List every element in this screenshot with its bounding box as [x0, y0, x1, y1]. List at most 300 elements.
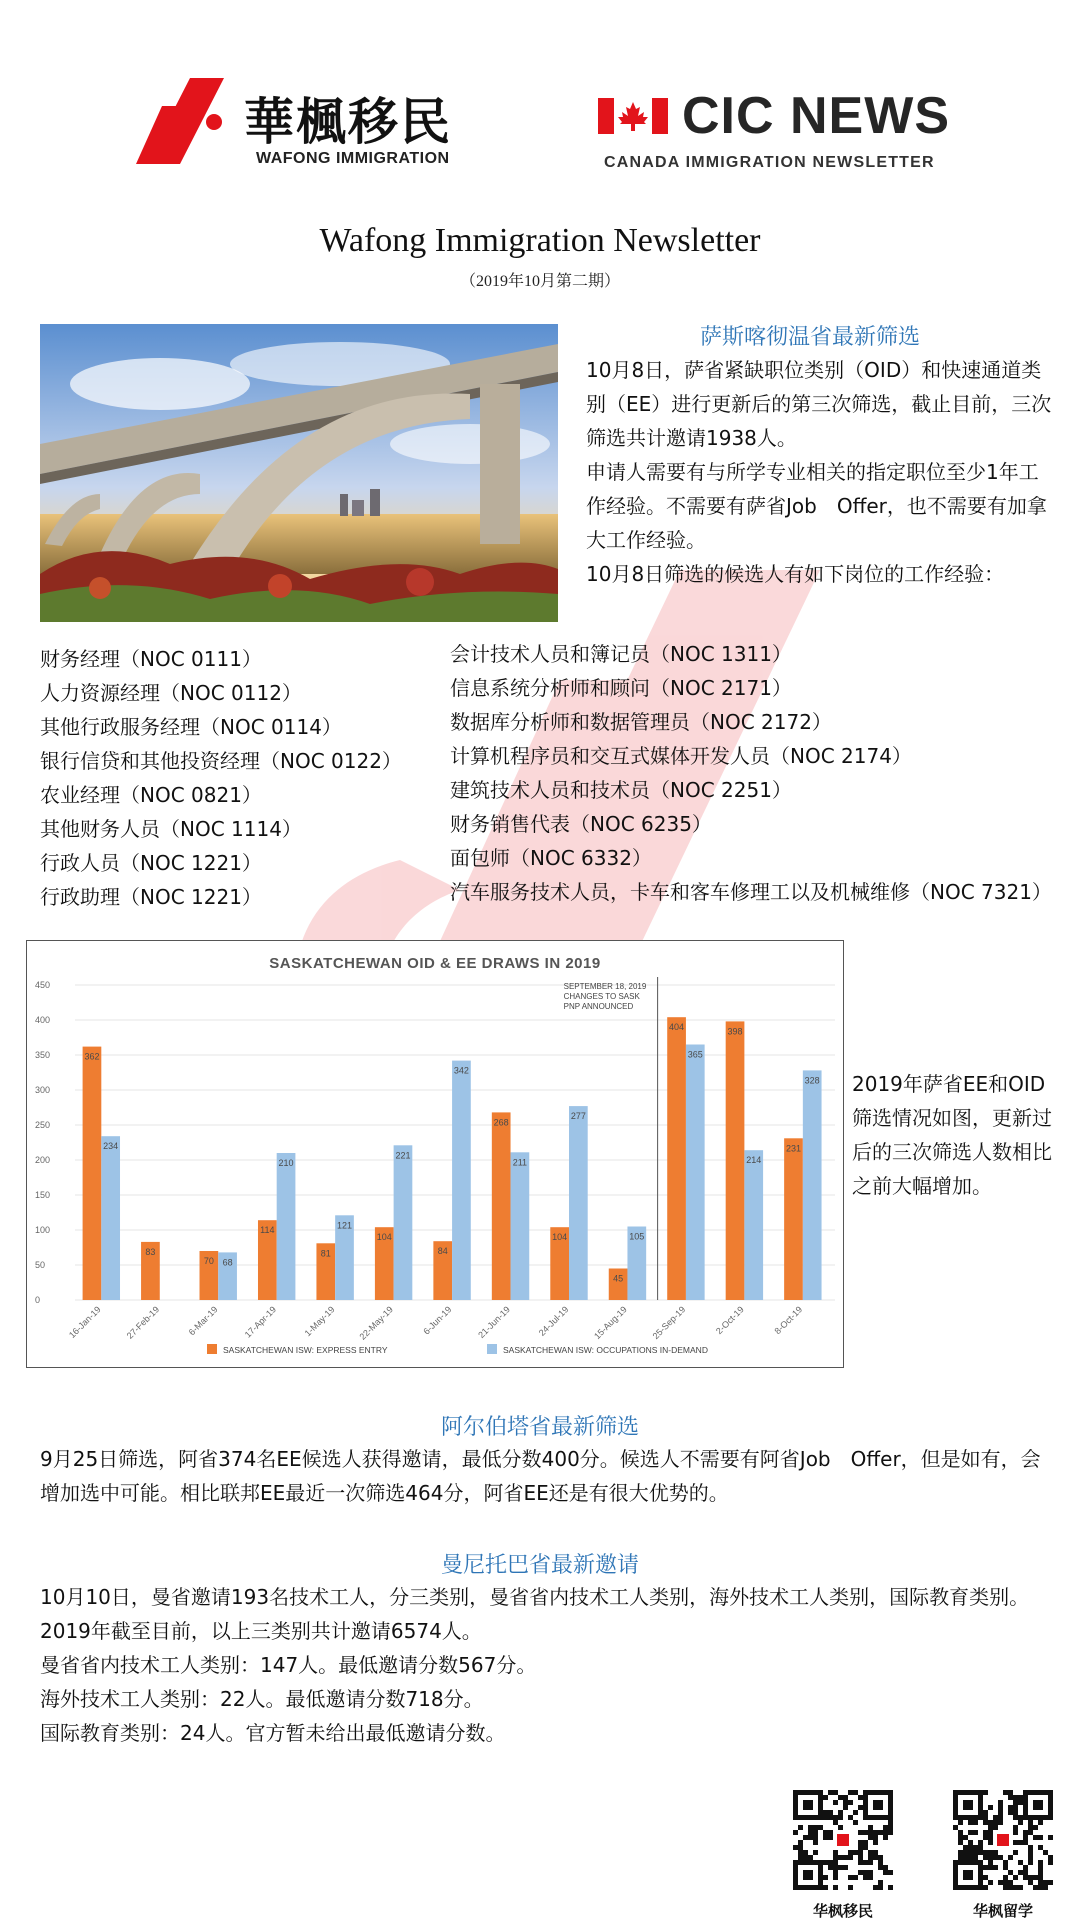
- qr-module: [1033, 1835, 1038, 1840]
- qr-module: [863, 1830, 868, 1835]
- qr-module: [1028, 1850, 1033, 1855]
- qr-module: [833, 1860, 838, 1865]
- qr-module: [983, 1815, 988, 1820]
- qr-module: [968, 1855, 973, 1860]
- qr-module: [1023, 1830, 1028, 1835]
- qr-module: [1028, 1880, 1033, 1885]
- qr-module: [988, 1825, 993, 1830]
- qr-module: [988, 1835, 993, 1840]
- chart-bar: [726, 1021, 745, 1300]
- qr-module: [838, 1795, 843, 1800]
- qr-module: [883, 1870, 888, 1875]
- x-tick-label: 21-Jun-19: [476, 1304, 512, 1341]
- job-item: 财务经理（NOC 0111）: [40, 647, 262, 671]
- bar-value-label: 84: [437, 1246, 448, 1257]
- qr-module: [823, 1810, 828, 1815]
- manitoba-paragraph-1: 10月10日，曼省邀请193名技术工人，分三类别，曼省省内技术工人类别，海外技术工人类别，国际教育类别。2019年截至目前，以上三类别共计邀请6574人。: [40, 1585, 1030, 1643]
- saskatchewan-paragraph-1: 10月8日，萨省紧缺职位类别（OID）和快速通道类别（EE）进行更新后的第三次筛选，截止目前，三次筛选共计邀请1938人。: [586, 358, 1052, 450]
- qr-module: [1018, 1885, 1023, 1890]
- qr-module: [1023, 1875, 1028, 1880]
- qr-module: [843, 1855, 848, 1860]
- qr-module: [873, 1855, 878, 1860]
- qr-module: [813, 1840, 818, 1845]
- job-item: 行政助理（NOC 1221）: [40, 885, 262, 909]
- qr-module: [1008, 1810, 1013, 1815]
- chart-bar: [101, 1136, 120, 1300]
- bar-value-label: 221: [395, 1150, 411, 1161]
- bar-value-label: 404: [669, 1022, 685, 1033]
- qr-module: [868, 1875, 873, 1880]
- saskatchewan-body: [586, 353, 1052, 591]
- qr-module: [998, 1820, 1003, 1825]
- qr-module: [858, 1855, 863, 1860]
- qr-module: [978, 1840, 983, 1845]
- qr-module: [978, 1845, 983, 1850]
- qr-module: [823, 1885, 828, 1890]
- qr-module: [998, 1800, 1003, 1805]
- qr-module: [883, 1830, 888, 1835]
- qr-module: [1028, 1830, 1033, 1835]
- qr-module: [823, 1795, 828, 1800]
- qr-module: [858, 1830, 863, 1835]
- qr-module: [813, 1835, 818, 1840]
- bar-value-label: 277: [570, 1111, 586, 1122]
- qr-module: [843, 1800, 848, 1805]
- bar-value-label: 68: [222, 1257, 233, 1268]
- qr-right-label: 华枫留学: [972, 1902, 1033, 1920]
- qr-module: [993, 1850, 998, 1855]
- qr-module: [1043, 1850, 1048, 1855]
- qr-module: [968, 1830, 973, 1835]
- qr-module: [818, 1825, 823, 1830]
- chart-bar: [686, 1045, 705, 1301]
- qr-module: [848, 1815, 853, 1820]
- job-list-left: [40, 642, 402, 914]
- qr-finder: [803, 1800, 813, 1810]
- newsletter-title: Wafong Immigration Newsletter: [319, 222, 761, 259]
- qr-module: [1018, 1870, 1023, 1875]
- qr-module: [833, 1885, 838, 1890]
- chart-bar: [569, 1106, 588, 1300]
- qr-module: [1003, 1880, 1008, 1885]
- qr-module: [1023, 1870, 1028, 1875]
- qr-module: [988, 1820, 993, 1825]
- job-item: 银行信贷和其他投资经理（NOC 0122）: [40, 749, 402, 773]
- qr-module: [798, 1840, 803, 1845]
- qr-module: [873, 1885, 878, 1890]
- qr-module: [848, 1875, 853, 1880]
- qr-module: [838, 1865, 843, 1870]
- qr-module: [803, 1855, 808, 1860]
- qr-module: [848, 1790, 853, 1795]
- legend-label: SASKATCHEWAN ISW: OCCUPATIONS IN-DEMAND: [503, 1345, 708, 1355]
- qr-module: [803, 1850, 808, 1855]
- qr-module: [1013, 1875, 1018, 1880]
- qr-module: [1013, 1810, 1018, 1815]
- qr-module: [1013, 1850, 1018, 1855]
- qr-module: [838, 1825, 843, 1830]
- qr-module: [888, 1825, 893, 1830]
- qr-module: [828, 1815, 833, 1820]
- qr-module: [1038, 1820, 1043, 1825]
- qr-module: [1008, 1880, 1013, 1885]
- cic-news-logo: [598, 86, 958, 181]
- chart-bar: [452, 1061, 471, 1300]
- bar-value-label: 104: [552, 1232, 568, 1243]
- qr-module: [1038, 1870, 1043, 1875]
- qr-module: [983, 1835, 988, 1840]
- bar-value-label: 211: [512, 1157, 528, 1168]
- qr-module: [988, 1830, 993, 1835]
- saskatchewan-paragraph-2: 申请人需要有与所学专业相关的指定职位至少1年工作经验。不需要有萨省Job Offer，也不需要有加拿大工作经验。: [586, 460, 1047, 552]
- qr-module: [983, 1830, 988, 1835]
- qr-module: [1018, 1815, 1023, 1820]
- bridge-photo: [40, 324, 558, 622]
- qr-module: [823, 1830, 828, 1835]
- chart-bar: [667, 1017, 686, 1300]
- qr-module: [798, 1855, 803, 1860]
- y-tick-label: 0: [35, 1295, 41, 1305]
- qr-module: [1028, 1845, 1033, 1850]
- x-tick-label: 16-Jan-19: [66, 1304, 103, 1341]
- x-tick-label: 6-Jun-19: [421, 1304, 454, 1337]
- qr-module: [998, 1810, 1003, 1815]
- alberta-heading: 阿尔伯塔省最新筛选: [440, 1415, 639, 1440]
- qr-center-logo: [997, 1834, 1009, 1846]
- qr-module: [993, 1815, 998, 1820]
- chart-note: 2019年萨省EE和OID筛选情况如图，更新过后的三次筛选人数相比之前大幅增加。: [852, 1072, 1052, 1198]
- alberta-paragraph: 9月25日筛选，阿省374名EE候选人获得邀请，最低分数400分。候选人不需要有阿省Job Offer，但是如有，会增加选中可能。相比联邦EE最近一次筛选464分，阿省EE还是有很大优势的。: [40, 1447, 1041, 1505]
- qr-module: [808, 1855, 813, 1860]
- qr-module: [968, 1820, 973, 1825]
- saskatchewan-heading: 萨斯喀彻温省最新筛选: [699, 325, 920, 350]
- qr-module: [1018, 1860, 1023, 1865]
- qr-module: [978, 1850, 983, 1855]
- x-tick-label: 27-Feb-19: [124, 1304, 162, 1341]
- wafong-logo-english: WAFONG IMMIGRATION: [256, 150, 450, 167]
- qr-module: [833, 1855, 838, 1860]
- qr-finder: [963, 1870, 973, 1880]
- qr-module: [1013, 1825, 1018, 1830]
- qr-module: [1028, 1825, 1033, 1830]
- qr-module: [808, 1830, 813, 1835]
- x-tick-label: 24-Jul-19: [536, 1304, 571, 1338]
- qr-module: [843, 1795, 848, 1800]
- qr-module: [1003, 1860, 1008, 1865]
- manitoba-paragraph-3: 海外技术工人类别：22人。最低邀请分数718分。: [40, 1687, 484, 1711]
- chart-bar: [83, 1047, 102, 1300]
- qr-module: [1048, 1860, 1053, 1865]
- qr-module: [998, 1815, 1003, 1820]
- qr-module: [813, 1850, 818, 1855]
- qr-module: [998, 1805, 1003, 1810]
- qr-module: [1038, 1880, 1043, 1885]
- qr-module: [878, 1865, 883, 1870]
- qr-module: [798, 1850, 803, 1855]
- bar-value-label: 81: [320, 1248, 331, 1259]
- qr-module: [878, 1855, 883, 1860]
- qr-code-icon: [953, 1790, 1053, 1890]
- job-list-right: [450, 637, 1060, 909]
- bar-value-label: 104: [376, 1232, 392, 1243]
- qr-module: [1038, 1860, 1043, 1865]
- qr-module: [813, 1830, 818, 1835]
- qr-module: [793, 1845, 798, 1850]
- qr-module: [963, 1855, 968, 1860]
- qr-module: [868, 1825, 873, 1830]
- qr-module: [998, 1855, 1003, 1860]
- qr-wafong-study: [948, 1790, 1058, 1921]
- job-item: 面包师（NOC 6332）: [450, 846, 652, 870]
- qr-module: [858, 1845, 863, 1850]
- bar-value-label: 121: [336, 1220, 353, 1231]
- y-tick-label: 200: [35, 1155, 51, 1165]
- qr-module: [958, 1850, 963, 1855]
- y-tick-label: 350: [35, 1050, 51, 1060]
- qr-module: [873, 1830, 878, 1835]
- qr-module: [988, 1880, 993, 1885]
- qr-module: [1048, 1855, 1053, 1860]
- qr-module: [1033, 1875, 1038, 1880]
- bar-value-label: 45: [613, 1273, 624, 1284]
- qr-module: [858, 1840, 863, 1845]
- saskatchewan-paragraph-3: 10月8日筛选的候选人有如下岗位的工作经验：: [586, 562, 1005, 586]
- qr-wafong-immigration: [788, 1790, 898, 1921]
- qr-module: [808, 1825, 813, 1830]
- qr-module: [828, 1810, 833, 1815]
- chart-svg: [27, 941, 843, 1367]
- y-tick-label: 100: [35, 1225, 51, 1235]
- qr-module: [988, 1855, 993, 1860]
- qr-module: [823, 1815, 828, 1820]
- bar-value-label: 210: [278, 1158, 294, 1168]
- qr-module: [958, 1840, 963, 1845]
- qr-module: [828, 1865, 833, 1870]
- qr-module: [863, 1875, 868, 1880]
- qr-module: [843, 1865, 848, 1870]
- qr-module: [1038, 1845, 1043, 1850]
- qr-module: [823, 1875, 828, 1880]
- qr-module: [958, 1835, 963, 1840]
- qr-module: [1008, 1855, 1013, 1860]
- qr-module: [878, 1860, 883, 1865]
- qr-module: [1018, 1795, 1023, 1800]
- y-tick-label: 150: [35, 1190, 51, 1200]
- qr-module: [828, 1860, 833, 1865]
- qr-finder: [873, 1800, 883, 1810]
- qr-module: [863, 1860, 868, 1865]
- qr-module: [1033, 1885, 1038, 1890]
- qr-module: [1038, 1885, 1043, 1890]
- x-tick-label: 25-Sep-19: [650, 1304, 688, 1342]
- qr-module: [873, 1840, 878, 1845]
- qr-module: [838, 1815, 843, 1820]
- x-tick-label: 17-Apr-19: [242, 1304, 279, 1340]
- chart-bar: [803, 1070, 822, 1300]
- qr-module: [1013, 1800, 1018, 1805]
- bar-value-label: 398: [727, 1026, 743, 1037]
- qr-module: [848, 1800, 853, 1805]
- qr-module: [968, 1850, 973, 1855]
- qr-module: [823, 1860, 828, 1865]
- bar-value-label: 234: [103, 1141, 119, 1152]
- job-item: 财务销售代表（NOC 6235）: [450, 812, 712, 836]
- qr-module: [823, 1835, 828, 1840]
- legend-swatch: [207, 1344, 217, 1354]
- qr-module: [868, 1855, 873, 1860]
- qr-module: [1028, 1875, 1033, 1880]
- qr-module: [1038, 1835, 1043, 1840]
- canada-flag-icon: [598, 98, 668, 134]
- qr-module: [848, 1855, 853, 1860]
- qr-module: [1038, 1865, 1043, 1870]
- cic-news-subtitle: CANADA IMMIGRATION NEWSLETTER: [604, 154, 935, 171]
- qr-module: [1003, 1875, 1008, 1880]
- job-item: 会计技术人员和簿记员（NOC 1311）: [450, 642, 792, 666]
- qr-module: [1008, 1790, 1013, 1795]
- qr-module: [863, 1845, 868, 1850]
- qr-module: [858, 1850, 863, 1855]
- qr-module: [883, 1865, 888, 1870]
- bar-value-label: 214: [746, 1155, 762, 1166]
- bar-value-label: 328: [804, 1075, 820, 1086]
- qr-module: [828, 1835, 833, 1840]
- qr-module: [983, 1790, 988, 1795]
- qr-module: [888, 1820, 893, 1825]
- qr-module: [1043, 1885, 1048, 1890]
- job-item: 人力资源经理（NOC 0112）: [40, 681, 302, 705]
- qr-module: [883, 1835, 888, 1840]
- annotation-text: CHANGES TO SASK: [563, 992, 640, 1001]
- qr-module: [798, 1845, 803, 1850]
- qr-module: [988, 1850, 993, 1855]
- qr-module: [1023, 1865, 1028, 1870]
- job-item: 汽车服务技术人员，卡车和客车修理工以及机械维修（NOC 7321）: [450, 880, 1052, 904]
- qr-module: [868, 1830, 873, 1835]
- newsletter-issue: （2019年10月第二期）: [459, 273, 620, 290]
- qr-module: [963, 1850, 968, 1855]
- qr-module: [863, 1870, 868, 1875]
- job-item: 信息系统分析师和顾问（NOC 2171）: [450, 676, 792, 700]
- qr-module: [983, 1810, 988, 1815]
- legend-swatch: [487, 1344, 497, 1354]
- x-tick-label: 15-Aug-19: [592, 1304, 629, 1342]
- qr-module: [848, 1885, 853, 1890]
- qr-module: [963, 1845, 968, 1850]
- qr-module: [1003, 1865, 1008, 1870]
- qr-module: [1028, 1855, 1033, 1860]
- qr-module: [1023, 1840, 1028, 1845]
- qr-left-label: 华枫移民: [812, 1902, 873, 1920]
- manitoba-heading: 曼尼托巴省最新邀请: [440, 1553, 639, 1578]
- job-item: 其他财务人员（NOC 1114）: [40, 817, 302, 841]
- qr-module: [1033, 1825, 1038, 1830]
- cic-news-title: CIC NEWS: [682, 87, 950, 145]
- wafong-logo-chinese: 華楓移民: [244, 92, 452, 151]
- qr-module: [868, 1835, 873, 1840]
- qr-module: [888, 1830, 893, 1835]
- qr-module: [1013, 1830, 1018, 1835]
- qr-module: [973, 1855, 978, 1860]
- x-tick-label: 1-May-19: [302, 1304, 337, 1339]
- qr-module: [958, 1855, 963, 1860]
- qr-module: [798, 1825, 803, 1830]
- qr-module: [983, 1855, 988, 1860]
- qr-finder: [803, 1870, 813, 1880]
- qr-module: [828, 1830, 833, 1835]
- qr-module: [983, 1885, 988, 1890]
- bar-value-label: 342: [453, 1065, 469, 1076]
- chart-bar: [744, 1150, 763, 1300]
- qr-module: [983, 1850, 988, 1855]
- job-item: 计算机程序员和交互式媒体开发人员（NOC 2174）: [450, 744, 912, 768]
- qr-module: [873, 1850, 878, 1855]
- manitoba-paragraph-2: 曼省省内技术工人类别：147人。最低邀请分数567分。: [40, 1653, 537, 1677]
- qr-module: [968, 1840, 973, 1845]
- qr-module: [888, 1870, 893, 1875]
- qr-module: [833, 1800, 838, 1805]
- qr-module: [853, 1850, 858, 1855]
- job-item: 建筑技术人员和技术员（NOC 2251）: [450, 778, 792, 802]
- qr-module: [998, 1880, 1003, 1885]
- qr-module: [833, 1820, 838, 1825]
- qr-module: [853, 1810, 858, 1815]
- chart-title: SASKATCHEWAN OID & EE DRAWS IN 2019: [269, 955, 601, 972]
- qr-module: [858, 1870, 863, 1875]
- qr-module: [1013, 1815, 1018, 1820]
- y-tick-label: 450: [35, 980, 51, 990]
- qr-module: [993, 1820, 998, 1825]
- job-item: 数据库分析师和数据管理员（NOC 2172）: [450, 710, 832, 734]
- qr-module: [863, 1840, 868, 1845]
- job-item: 其他行政服务经理（NOC 0114）: [40, 715, 342, 739]
- chart-bar: [511, 1152, 530, 1300]
- qr-module: [828, 1790, 833, 1795]
- qr-module: [858, 1860, 863, 1865]
- qr-module: [1048, 1835, 1053, 1840]
- job-item: 农业经理（NOC 0821）: [40, 783, 262, 807]
- qr-module: [973, 1830, 978, 1835]
- qr-module: [793, 1830, 798, 1835]
- x-tick-label: 22-May-19: [357, 1304, 396, 1342]
- qr-module: [1008, 1885, 1013, 1890]
- qr-module: [838, 1855, 843, 1860]
- annotation-text: SEPTEMBER 18, 2019: [563, 982, 647, 991]
- qr-module: [868, 1860, 873, 1865]
- qr-module: [1028, 1860, 1033, 1865]
- qr-module: [963, 1835, 968, 1840]
- qr-module: [993, 1825, 998, 1830]
- qr-module: [993, 1865, 998, 1870]
- qr-module: [848, 1850, 853, 1855]
- qr-module: [988, 1865, 993, 1870]
- y-tick-label: 50: [35, 1260, 46, 1270]
- y-tick-label: 400: [35, 1015, 51, 1025]
- qr-module: [958, 1820, 963, 1825]
- qr-module: [1013, 1795, 1018, 1800]
- qr-module: [833, 1850, 838, 1855]
- bar-value-label: 231: [785, 1143, 802, 1154]
- qr-module: [883, 1825, 888, 1830]
- qr-module: [1013, 1805, 1018, 1810]
- qr-module: [838, 1810, 843, 1815]
- qr-module: [878, 1830, 883, 1835]
- chart-bar: [394, 1145, 413, 1300]
- qr-module: [988, 1840, 993, 1845]
- qr-module: [888, 1885, 893, 1890]
- qr-module: [878, 1885, 883, 1890]
- x-tick-label: 6-Mar-19: [186, 1304, 220, 1338]
